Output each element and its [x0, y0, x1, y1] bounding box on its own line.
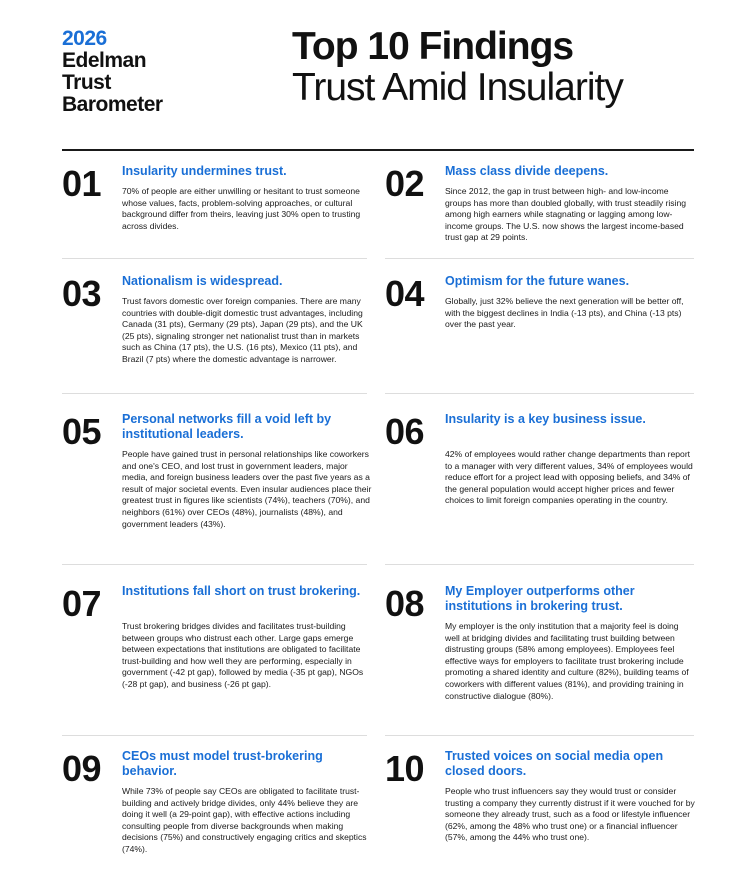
row-divider [62, 564, 367, 565]
row-divider [385, 564, 694, 565]
finding-number: 07 [62, 583, 102, 624]
row-divider [62, 258, 367, 259]
row-divider [62, 393, 367, 394]
page-title [292, 26, 623, 108]
finding-number: 03 [62, 273, 102, 314]
finding-number: 08 [385, 583, 425, 624]
row-divider [385, 735, 694, 736]
finding-body: While 73% of people say CEOs are obligated to facilitate trust-building and actively bridge divides, only 44% believe they are doing it well (a 29-point gap), with effective actions including consulting people from diverse backgrounds when making decisions (75%) and constructively engaging critics and skeptics (74%). [122, 786, 367, 854]
finding-body: My employer is the only institution that a majority feel is doing well at bridging divides and facilitating trust building between distrusting groups (58% among employees). Employees feel effective ways for employers to facilitate trust brokering include promoting a shared identity and culture (82%), building teams of coworkers with different values (81%), and providing training in constructive dialogue (80%). [445, 621, 689, 701]
finding-title: Personal networks fill a void left by institutional leaders. [122, 412, 332, 441]
finding-title: Mass class divide deepens. [445, 164, 609, 178]
finding-title: Institutions fall short on trust brokering. [122, 584, 361, 598]
finding-number: 04 [385, 273, 425, 314]
finding-number: 09 [62, 748, 102, 789]
finding-body: 42% of employees would rather change departments than report to a manager with very different values, 34% of employees would reduce effort for a project lead with opposing beliefs, and 34% of the general population would accept higher prices and fewer choices to limit foreign companies operating in the country. [445, 449, 693, 506]
finding-number: 06 [385, 411, 425, 452]
finding-number: 02 [385, 163, 425, 204]
finding-title: CEOs must model trust-brokering behavior. [122, 749, 323, 778]
finding-title: Optimism for the future wanes. [445, 274, 630, 288]
brand-year: 2026 [62, 27, 107, 50]
finding-title: Insularity is a key business issue. [445, 412, 646, 426]
header-rule [62, 149, 694, 151]
row-divider [385, 258, 694, 259]
brand-name-line3: Barometer [62, 93, 163, 116]
finding-number: 10 [385, 748, 425, 789]
finding-body: Trust brokering bridges divides and facilitates trust-building between groups who distrust each other. Large gaps emerge between expectations that institutions are obligated to facilitate trust-building and how well they are performing, especially in government (-42 pt gap), followed by media (-35 pt gap), NGOs (-28 pt gap), and business (-26 pt gap). [122, 621, 364, 689]
edelman-logo [62, 28, 163, 116]
row-divider [385, 393, 694, 394]
finding-number: 05 [62, 411, 102, 452]
finding-body: Globally, just 32% believe the next generation will be better off, with the biggest declines in India (-13 pts), and China (-13 pts) over the past year. [445, 296, 684, 330]
finding-body: Since 2012, the gap in trust between high- and low-income groups has more than doubled globally, with trust steadily rising among high earners while stagnating or lagging among low-income groups. The U.S. now shows the largest income-based trust gap at 29 points. [445, 186, 687, 243]
finding-title: My Employer outperforms other institutions in brokering trust. [445, 584, 635, 613]
finding-body: People who trust influencers say they would trust or consider trusting a company they currently distrust if it were vouched for by someone they already trust, such as a food or lifestyle influencer (62%, among the 48% who trust one) or a financial influencer (57%, among the 44% who trust one). [445, 786, 695, 843]
finding-title: Insularity undermines trust. [122, 164, 287, 178]
title-subtitle: Trust Amid Insularity [292, 66, 623, 109]
finding-number: 01 [62, 163, 102, 204]
finding-body: 70% of people are either unwilling or hesitant to trust someone whose values, facts, problem-solving approaches, or cultural background differ from theirs, leaving just 30% open to trusting across divides. [122, 186, 361, 231]
finding-title: Trusted voices on social media open closed doors. [445, 749, 664, 778]
row-divider [62, 735, 367, 736]
brand-name-line2: Trust [62, 71, 111, 94]
finding-body: Trust favors domestic over foreign companies. There are many countries with double-digit domestic trust advantages, including Canada (31 pts), Germany (29 pts), Japan (29 pts), and the UK (25 pts), signaling stronger net nationalist trust than in markets such as China (17 pts), the U.S. (16 pts), Mexico (11 pts), and Brazil (7 pts) where the domestic advantage is narrower. [122, 296, 363, 364]
finding-body: People have gained trust in personal relationships like coworkers and one's CEO, and lost trust in government leaders, major media, and foreign business leaders over the past five years as a result of major societal events. Even insular audiences place their greatest trust in figures like scientists (74%), teachers (70%), and neighbors (61%) over CEOs (48%), journalists (48%), and government leaders (43%). [122, 449, 372, 529]
finding-title: Nationalism is widespread. [122, 274, 283, 288]
title-main: Top 10 Findings [292, 25, 574, 68]
brand-name-line1: Edelman [62, 49, 147, 72]
